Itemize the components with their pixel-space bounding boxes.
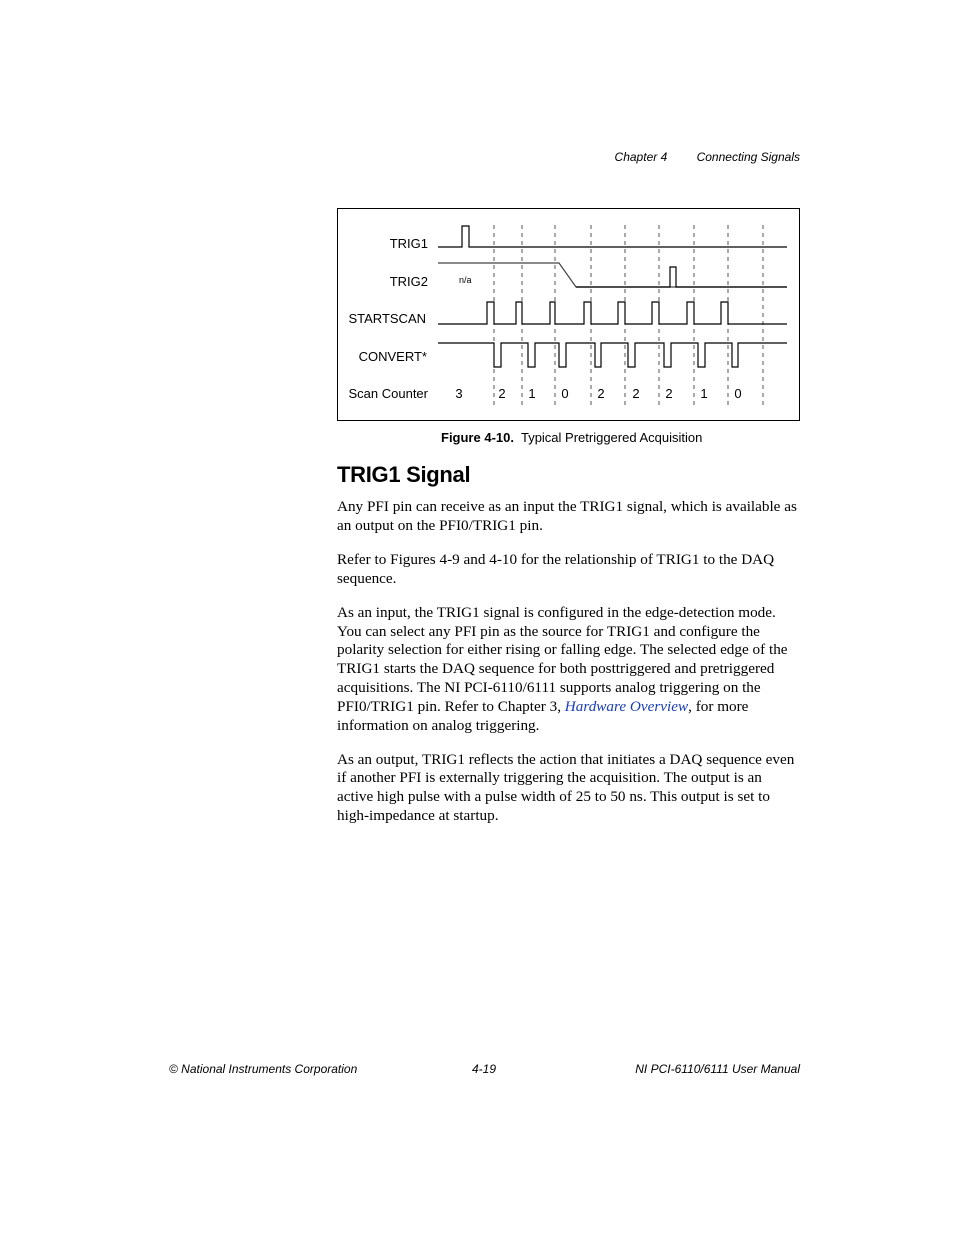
paragraph-text: , for more information on analog triggering. bbox=[337, 697, 749, 734]
figure-caption bbox=[441, 430, 702, 445]
footer-page-number: 4-19 bbox=[472, 1062, 497, 1076]
timing-diagram-svg bbox=[338, 209, 799, 420]
scan-counter-value: 2 bbox=[665, 386, 673, 401]
footer-manual-title: NI PCI-6110/6111 User Manual bbox=[635, 1062, 800, 1076]
scan-counter-value: 2 bbox=[498, 386, 506, 401]
paragraph: Refer to Figures 4-9 and 4-10 for the relationship of TRIG1 to the DAQ sequence. bbox=[337, 550, 775, 587]
paragraph: As an output, TRIG1 reflects the action that initiates a DAQ sequence even if another PFI is externally triggering the acquisition. The output is an active high pulse with a pulse width of 25 to 50 ns. This output is set to high-impedance at startup. bbox=[337, 750, 795, 825]
scan-counter-label: Scan Counter bbox=[348, 386, 428, 401]
scan-counter-value: 1 bbox=[528, 386, 536, 401]
chapter-title: Connecting Signals bbox=[696, 150, 800, 164]
scan-counter-value: 3 bbox=[455, 386, 463, 401]
paragraph-text: As an input, the TRIG1 signal is configured in the edge-detection mode. You can select any PFI pin as the source for TRIG1 and configure the polarity selection for either rising or falling edge. The selected edge of the TRIG1 starts the DAQ sequence for both posttriggered and pretriggered acquisitions. The NI PCI-6110/6111 supports analog triggering on the PFI0/TRIG1 pin. Refer to Chapter 3, bbox=[337, 603, 788, 715]
page-header bbox=[615, 150, 800, 164]
trig2-label: TRIG2 bbox=[389, 274, 428, 289]
timing-diagram bbox=[337, 208, 800, 421]
paragraph: Any PFI pin can receive as an input the TRIG1 signal, which is available as an output on the PFI0/TRIG1 pin. bbox=[337, 498, 797, 534]
paragraph bbox=[337, 604, 799, 736]
startscan-label: STARTSCAN bbox=[348, 311, 426, 326]
section-title: TRIG1 Signal bbox=[337, 462, 471, 487]
trig2-transition bbox=[438, 263, 787, 287]
trig2-waveform bbox=[576, 267, 787, 287]
figure-caption-text: Typical Pretriggered Acquisition bbox=[520, 430, 703, 445]
convert-label: CONVERT* bbox=[358, 349, 427, 364]
scan-counter-value: 0 bbox=[734, 386, 742, 401]
scan-counter-value: 2 bbox=[632, 386, 640, 401]
body-text bbox=[337, 498, 799, 841]
startscan-waveform bbox=[438, 302, 787, 324]
convert-waveform bbox=[438, 343, 787, 367]
footer-copyright: © National Instruments Corporation bbox=[169, 1062, 358, 1076]
scan-counter-value: 0 bbox=[561, 386, 569, 401]
scan-counter-value: 2 bbox=[597, 386, 605, 401]
chapter-label: Chapter 4 bbox=[614, 150, 668, 164]
figure-number: Figure 4-10. bbox=[441, 430, 514, 445]
trig2-na-label: n/a bbox=[459, 275, 472, 285]
trig1-label: TRIG1 bbox=[389, 236, 428, 251]
hardware-overview-link[interactable]: Hardware Overview bbox=[564, 697, 689, 715]
guide-lines bbox=[494, 225, 763, 407]
trig1-waveform bbox=[438, 226, 787, 247]
scan-counter-value: 1 bbox=[700, 386, 708, 401]
